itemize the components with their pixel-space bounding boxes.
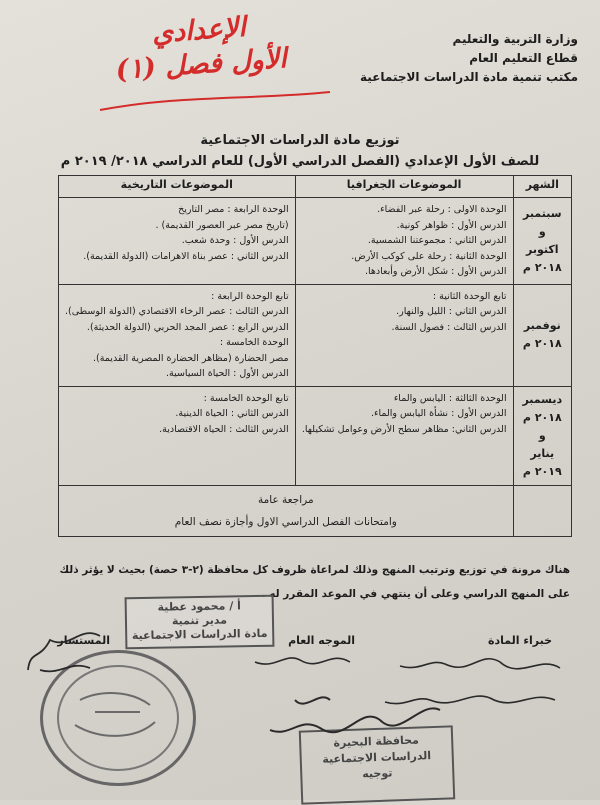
month-line: يناير	[530, 446, 555, 460]
stamp-title: مدير تنمية	[171, 613, 228, 628]
geography-topic: تابع الوحدة الثانية :	[432, 290, 507, 302]
geography-topic: الدرس الثالث : فصول السنة.	[391, 321, 507, 333]
experts-signature	[400, 659, 560, 669]
director-stamp	[125, 595, 275, 650]
geography-topic: الوحدة الاولى : رحلة عبر الفضاء.	[377, 204, 507, 215]
month-line: نوفمبر	[523, 319, 561, 332]
document-title-block	[60, 130, 540, 172]
month-line: و	[538, 428, 546, 442]
curriculum-table	[58, 175, 572, 537]
supervisor-label: الموجه العام	[288, 634, 355, 647]
stamp-name: أ / محمود عطية	[157, 599, 241, 614]
geography-topic: الدرس الثاني : الليل والنهار.	[396, 306, 507, 317]
month-line: اكتوبر	[526, 242, 559, 256]
history-cell	[59, 198, 296, 285]
geography-cell	[295, 386, 513, 485]
history-topic: تابع الوحدة الخامسة :	[203, 392, 289, 404]
table-row	[59, 198, 572, 285]
history-cell	[59, 386, 296, 485]
header-history: الموضوعات التاريخية	[59, 176, 296, 198]
month-cell	[513, 386, 571, 485]
geography-topic: الوحدة الثانية : رحلة على كوكب الأرض.	[351, 250, 507, 262]
geography-topic: الدرس الأول : ظواهر كونية.	[396, 219, 507, 231]
gov-stamp-line-1: محافظة البحيرة	[333, 733, 420, 750]
month-line: و	[538, 224, 546, 238]
table-body	[59, 198, 572, 537]
header-month: الشهر	[513, 176, 571, 198]
history-topic: الدرس الثالث : عصر الرخاء الاقتصادي (الدولة الوسطى).	[65, 306, 289, 317]
month-line: ٢٠١٨ م	[522, 260, 562, 274]
governorate-stamp	[299, 725, 455, 804]
handwritten-line-2: الأول فصل (١)	[114, 43, 288, 86]
month-line: ٢٠١٨ م	[522, 337, 562, 350]
month-line: ٢٠١٩ م	[522, 464, 562, 478]
review-line: مراجعة عامة	[258, 493, 314, 506]
geography-topic: الدرس الثاني : مجموعتنا الشمسية.	[367, 235, 507, 246]
month-line: ديسمبر	[522, 392, 563, 406]
month-line: سبتمبر	[523, 206, 562, 220]
review-row	[59, 485, 572, 536]
supervisor-signature	[255, 658, 350, 664]
history-topic: تابع الوحدة الرابعة :	[211, 290, 289, 302]
history-topic: الدرس الثاني : الحياة الدينية.	[175, 408, 289, 419]
experts-label: خبراء المادة	[487, 634, 552, 647]
experts-signature-2	[385, 696, 555, 704]
handwritten-red-note	[93, 7, 307, 89]
geography-cell	[295, 284, 513, 386]
month-line: ٢٠١٨ م	[522, 410, 562, 424]
month-cell	[513, 284, 571, 386]
stamp-subject: مادة الدراسات الاجتماعية	[131, 626, 268, 643]
history-topic: الدرس الأول : الحياة السياسية.	[165, 368, 289, 379]
history-topic: الدرس الثالث : الحياة الاقتصادية.	[159, 423, 289, 435]
review-line: وامتحانات الفصل الدراسي الاول وأجازة نصف العام	[174, 515, 397, 528]
history-cell	[59, 284, 296, 386]
history-topic: مصر الحضارة (مظاهر الحضارة المصرية القديمة).	[92, 352, 289, 364]
review-cell	[59, 485, 514, 536]
underline-scribble	[100, 92, 330, 110]
history-topic: الدرس الرابع : عصر المجد الحربي (الدولة الحديثة).	[86, 321, 289, 333]
ministry-header	[348, 30, 578, 87]
history-topic: (تاريخ مصر عبر العصور القديمة) .	[155, 219, 289, 231]
document-title: توزيع مادة الدراسات الاجتماعية	[200, 133, 400, 148]
review-month-cell	[513, 485, 571, 536]
header-geography: الموضوعات الجغرافيا	[295, 176, 513, 198]
history-topic: الوحدة الرابعة : مصر التاريخ	[178, 204, 289, 215]
geography-topic: الدرس الثاني: مظاهر سطح الأرض وعوامل تشكيلها.	[301, 423, 507, 435]
ministry-name: وزارة التربية والتعليم	[452, 32, 578, 46]
advisor-label: المستشار	[57, 634, 110, 647]
sector-name: قطاع التعليم العام	[469, 51, 578, 65]
document-subtitle: للصف الأول الإعدادي (الفصل الدراسي الأول) للعام الدراسي ٢٠١٨/ ٢٠١٩ م	[60, 154, 540, 169]
gov-stamp-line-2: الدراسات الاجتماعية	[322, 749, 432, 766]
office-name: مكتب تنمية مادة الدراسات الاجتماعية	[360, 70, 578, 84]
flexibility-note: هناك مرونة في توزيع وترتيب المنهج وذلك لمراعاة ظروف كل محافظة (٢-٣ حصة) بحيث لا يؤثر ذلك على المنهج الدراسي وعلى أن ينتهي في الموعد المقرر له .	[59, 564, 570, 600]
table-row	[59, 284, 572, 386]
history-topic: الدرس الأول : وحدة شعب.	[181, 235, 289, 246]
table-header-row	[59, 176, 572, 198]
geography-topic: الدرس الأول : نشأة اليابس والماء.	[370, 408, 507, 419]
geography-topic: الوحدة الثالثة : اليابس والماء	[393, 392, 507, 404]
gov-stamp-line-3: توجيه	[362, 766, 393, 781]
round-seal	[40, 650, 196, 786]
table-row	[59, 386, 572, 485]
month-cell	[513, 198, 571, 285]
geography-cell	[295, 198, 513, 285]
history-topic: الوحدة الخامسة :	[219, 337, 289, 348]
handwritten-line-1: الإعدادي	[150, 11, 247, 50]
history-topic: الدرس الثاني : عصر بناة الاهرامات (الدولة القديمة).	[83, 250, 289, 262]
geography-topic: الدرس الأول : شكل الأرض وأبعادها.	[364, 266, 507, 277]
